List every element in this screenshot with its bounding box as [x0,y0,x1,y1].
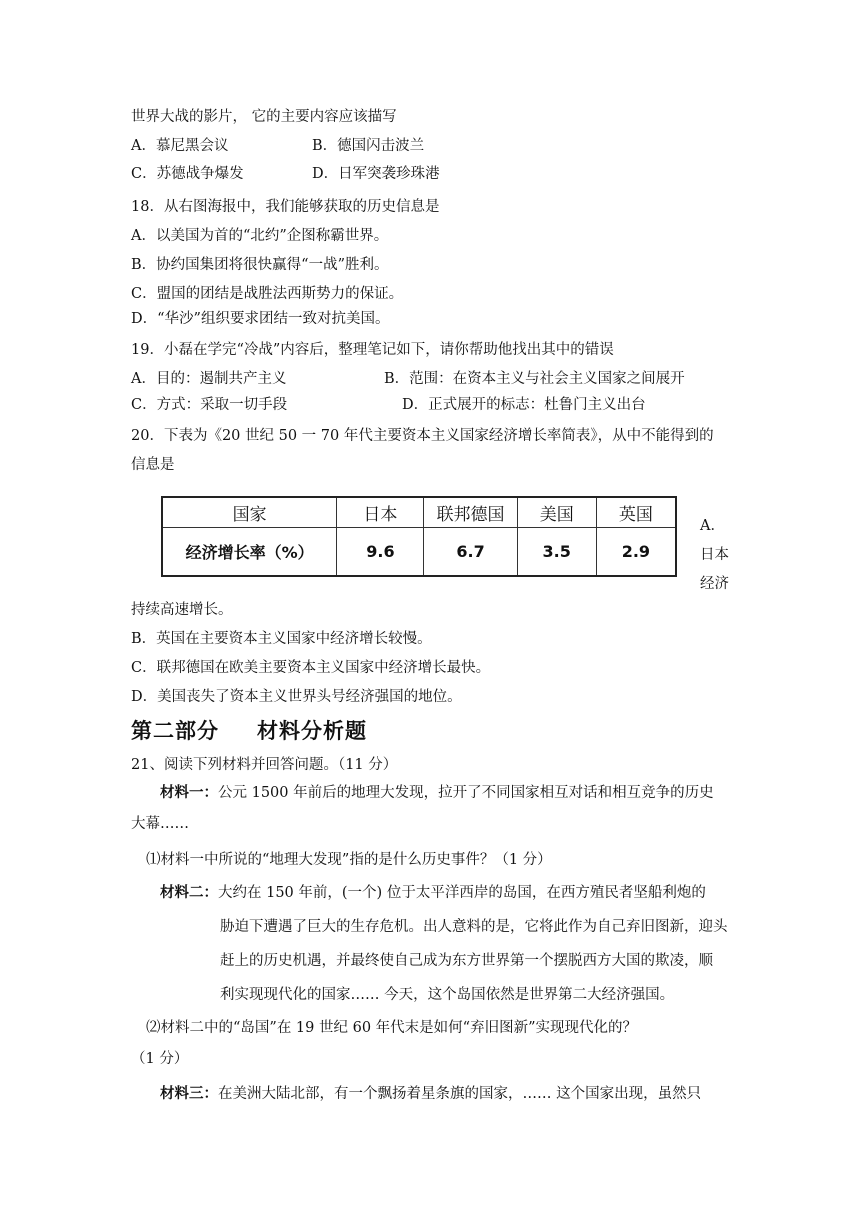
q20-option-b: B．英国在主要资本主义国家中经济增长较慢。 [131,631,432,647]
q21-sub1: ⑴材料一中所说的“地理大发现”指的是什么历史事件？（1 分） [146,852,552,868]
material-2-text-line3: 赶上的历史机遇，并最终使自己成为东方世界第一个摆脱西方大国的欺凌，顺 [220,953,713,969]
q19-option-b: B．范围：在资本主义与社会主义国家之间展开 [384,371,685,387]
q20-option-c: C．联邦德国在欧美主要资本主义国家中经济增长最快。 [131,660,491,676]
q18-option-d: D．“华沙”组织要求团结一致对抗美国。 [131,311,390,327]
table-cell-west-germany: 6.7 [424,528,517,577]
q19-stem: 19．小磊在学完“冷战”内容后，整理笔记如下，请你帮助他找出其中的错误 [131,342,614,358]
material-3-line1 [160,1085,701,1103]
material-2-text: 大约在 150 年前，(一个) 位于太平洋西岸的岛国，在西方殖民者坚船利炮的 [218,885,706,901]
q20-option-a-continued: 持续高速增长。 [131,602,233,618]
material-2-text-line4: 利实现现代化的国家…… 今天，这个岛国依然是世界第二大经济强国。 [220,987,675,1003]
q20-stem-line1: 20．下表为《20 世纪 50 一 70 年代主要资本主义国家经济增长率简表》，从中不能得到的 [131,428,714,444]
table-header-country: 国家 [162,497,337,528]
material-2-label: 材料二： [160,884,218,901]
table-header-usa: 美国 [517,497,596,528]
q17-option-d: D．日军突袭珍珠港 [312,166,440,182]
q19-option-d: D．正式展开的标志：杜鲁门主义出台 [402,397,646,413]
material-1-line1 [160,784,714,802]
q18-option-c: C．盟国的团结是战胜法西斯势力的保证。 [131,286,404,302]
economic-growth-table [161,496,677,577]
part2-heading-left: 第二部分 [131,719,219,743]
table-cell-japan: 9.6 [337,528,424,577]
q21-stem: 21、阅读下列材料并回答问题。（11 分） [131,757,398,773]
q20-option-a-part1: A． [700,518,725,534]
q17-stem-tail: 世界大战的影片， 它的主要内容应该描写 [131,109,397,125]
q20-option-a-part2: 日本 [700,547,729,563]
q19-option-a: A．目的：遏制共产主义 [131,371,287,387]
material-2-text-line2: 胁迫下遭遇了巨大的生存危机。出人意料的是，它将此作为自己弃旧图新，迎头 [220,919,728,935]
material-2-line1 [160,884,706,902]
table-header-row [162,497,676,528]
q17-option-c: C．苏德战争爆发 [131,166,244,182]
table-row [162,528,676,577]
q21-sub2-line1: ⑵材料二中的“岛国”在 19 世纪 60 年代末是如何“弃旧图新”实现现代化的？ [146,1020,637,1036]
material-1-text-line2: 大幕…… [131,816,189,832]
q20-option-a-part3: 经济 [700,576,729,592]
q17-option-b: B．德国闪击波兰 [312,138,425,154]
material-1-text: 公元 1500 年前后的地理大发现，拉开了不同国家相互对话和相互竞争的历史 [218,785,714,801]
q21-sub2-line2: （1 分） [131,1051,189,1067]
material-3-text: 在美洲大陆北部，有一个飘扬着星条旗的国家，…… 这个国家出现，虽然只 [218,1086,702,1102]
q18-option-b: B．协约国集团将很快赢得“一战”胜利。 [131,257,389,273]
q18-stem: 18．从右图海报中，我们能够获取的历史信息是 [131,199,440,215]
table-header-uk: 英国 [596,497,676,528]
q19-option-c: C．方式：采取一切手段 [131,397,288,413]
table-header-west-germany: 联邦德国 [424,497,517,528]
q20-option-d: D．美国丧失了资本主义世界头号经济强国的地位。 [131,689,462,705]
part2-heading-right: 材料分析题 [257,719,367,743]
material-3-label: 材料三： [160,1085,218,1102]
q17-option-a: A．慕尼黑会议 [131,138,229,154]
table-header-japan: 日本 [337,497,424,528]
q20-stem-line2: 信息是 [131,457,175,473]
q18-option-a: A．以美国为首的“北约”企图称霸世界。 [131,228,389,244]
material-1-label: 材料一： [160,784,218,801]
table-cell-usa: 3.5 [517,528,596,577]
table-cell-uk: 2.9 [596,528,676,577]
table-row-label: 经济增长率（%） [162,528,337,577]
